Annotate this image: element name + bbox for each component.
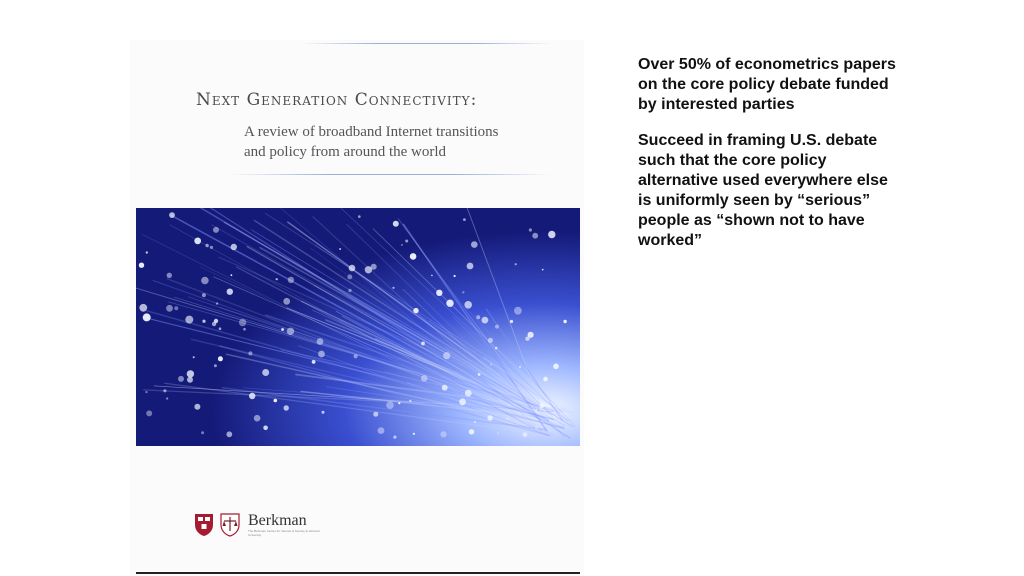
cover-mid-rule xyxy=(230,174,552,175)
berkman-scale-icon xyxy=(220,513,240,537)
logo-tagline: The Berkman Center for Internet & Society at Harvard University xyxy=(248,529,320,537)
point-framing-debate: Succeed in framing U.S. debate such that the core policy alternative used everywhere else is uniformly seen by “serious” people as “shown not to have worked” xyxy=(638,132,888,249)
slide-points xyxy=(638,55,898,267)
cover-subtitle-line-2: and policy from around the world xyxy=(244,144,447,160)
fiber-optics-photo xyxy=(136,208,580,446)
cover-top-rule xyxy=(300,43,552,44)
logo-text xyxy=(248,512,328,537)
cover-bottom-line xyxy=(136,572,580,574)
logo-name: Berkman xyxy=(248,512,307,529)
cover-subtitle-line-1: A review of broadband Internet transitions xyxy=(244,124,499,140)
point-funded-papers: Over 50% of econometrics papers on the core policy debate funded by interested parties xyxy=(638,56,896,113)
harvard-shield-icon xyxy=(194,513,214,537)
berkman-logo xyxy=(194,512,328,537)
fiber-optics-image xyxy=(136,208,580,446)
cover-title: Next Generation Connectivity: xyxy=(196,90,478,110)
report-cover xyxy=(130,40,584,576)
cover-subtitle xyxy=(244,122,544,162)
